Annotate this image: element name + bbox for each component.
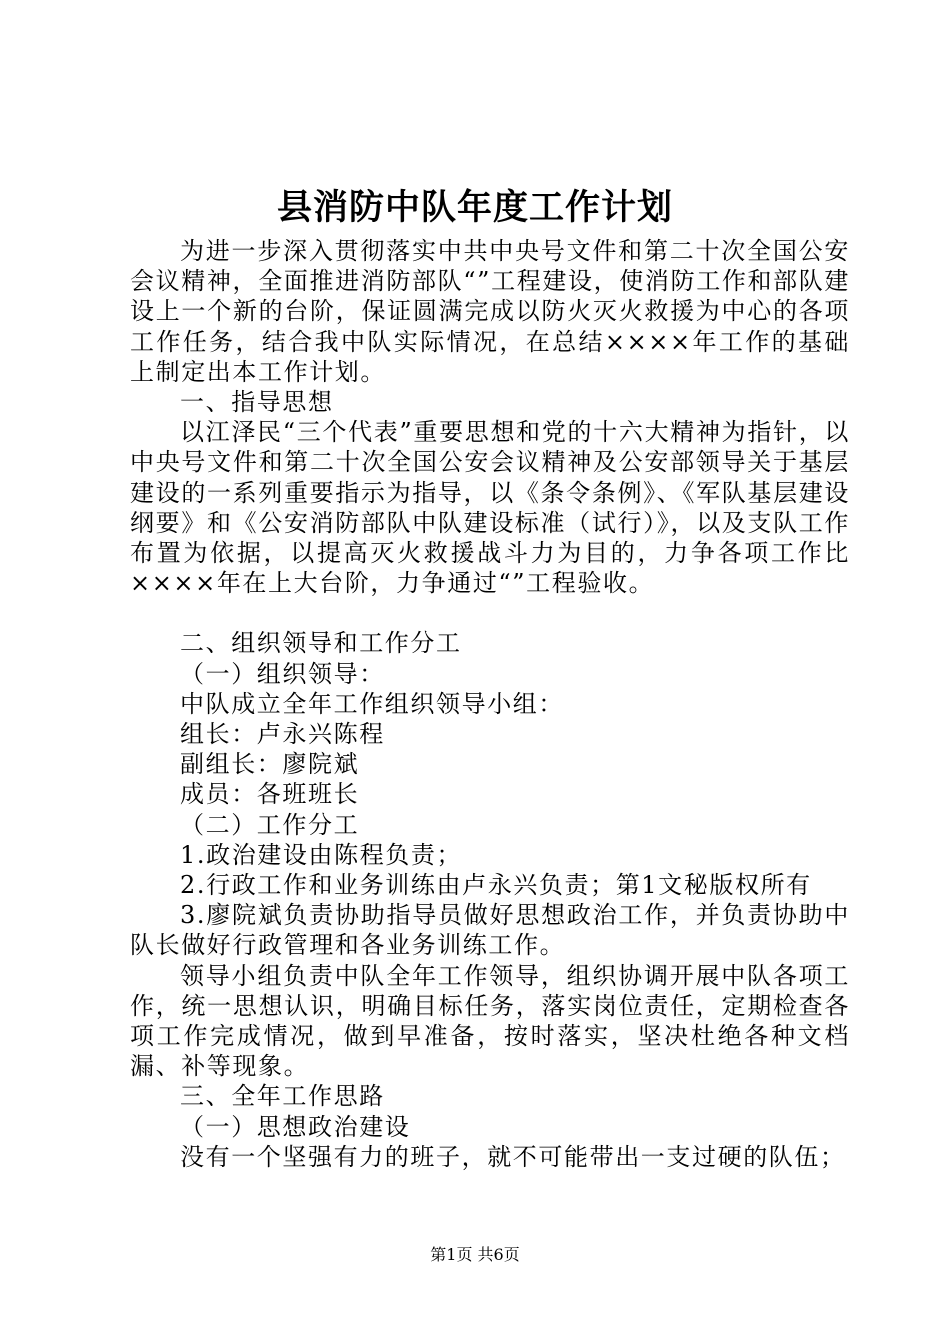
paragraph-guiding-ideology: 以江泽民“三个代表”重要思想和党的十六大精神为指针，以中央号文件和第二十次全国公安会议精神及公安部领导关于基层建设的一系列重要指示为指导，以《条令条例》、《军队基层建设纲要》和《公安消防部队中队建设标准（试行）》，以及支队工作布置为依据，以提高灭火救援战斗力为目的，力争各项工作比××××年在上大台阶，力争通过“”工程验收。 [130,418,850,598]
paragraph-leadership-group: 中队成立全年工作组织领导小组： [180,689,564,718]
list-item-administrative: 2.行政工作和业务训练由卢永兴负责；第1文秘版权所有 [180,871,812,900]
paragraph-spacer [130,598,850,628]
section-heading-organization: 二、组织领导和工作分工 [180,629,462,658]
document-body [130,236,850,1172]
list-item-political: 1.政治建设由陈程负责； [180,840,463,869]
paragraph-political-building: 没有一个坚强有力的班子，就不可能带出一支过硬的队伍； [180,1142,846,1171]
paragraph-group-leader: 组长：卢永兴陈程 [180,720,385,749]
document-title: 县消防中队年度工作计划 [276,187,673,228]
paragraph-intro: 为进一步深入贯彻落实中共中央号文件和第二十次全国公安会议精神，全面推进消防部队“”工程建设，使消防工作和部队建设上一个新的台阶，保证圆满完成以防火灭火救援为中心的各项工作任务，结合我中队实际情况，在总结××××年工作的基础上制定出本工作计划。 [130,237,850,386]
list-item-assistance: 3.廖院斌负责协助指导员做好思想政治工作，并负责协助中队长做好行政管理和各业务训练工作。 [130,901,850,960]
subheading-leadership: （一）组织领导： [180,659,385,688]
section-heading-annual-plan: 三、全年工作思路 [180,1082,385,1111]
page-footer: 第1页 共6页 [430,1245,520,1264]
subheading-division-of-work: （二）工作分工 [180,810,360,839]
paragraph-leadership-duties: 领导小组负责中队全年工作领导，组织协调开展中队各项工作，统一思想认识，明确目标任务，落实岗位责任，定期检查各项工作完成情况，做到早准备，按时落实，坚决杜绝各种文档漏、补等现象。 [130,961,850,1081]
paragraph-members: 成员：各班班长 [180,780,360,809]
subheading-political-building: （一）思想政治建设 [180,1112,411,1141]
paragraph-deputy-leader: 副组长：廖院斌 [180,750,360,779]
section-heading-guiding-ideology: 一、指导思想 [180,388,334,417]
